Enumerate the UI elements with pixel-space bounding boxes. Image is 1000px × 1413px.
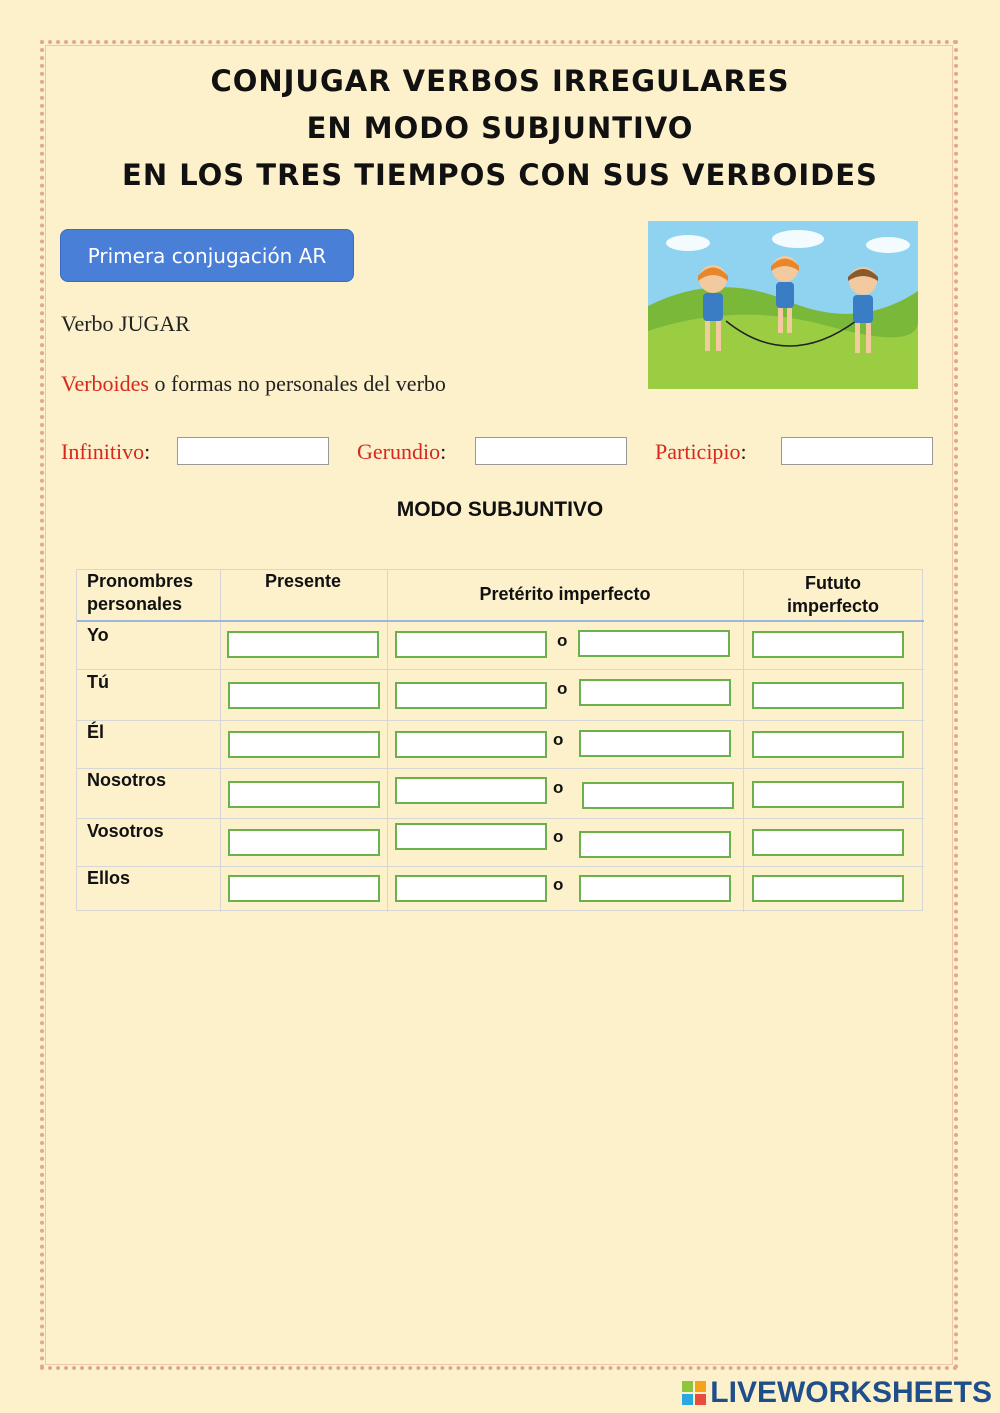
- children-jumping-rope-illustration: [648, 221, 918, 389]
- liveworksheets-logo-icon: [682, 1381, 706, 1405]
- infinitivo-colon: :: [144, 439, 151, 464]
- futuro-input-yo[interactable]: [752, 631, 904, 658]
- preterito-se-input-vosotros[interactable]: [579, 831, 731, 858]
- participio-colon: :: [740, 439, 747, 464]
- futuro-input-el[interactable]: [752, 731, 904, 758]
- gerundio-input[interactable]: [475, 437, 627, 465]
- preterito-ra-input-ellos[interactable]: [395, 875, 547, 902]
- header-preterito: Pretérito imperfecto: [479, 584, 651, 604]
- presente-input-tu[interactable]: [228, 682, 380, 709]
- preterito-ra-input-vosotros[interactable]: [395, 823, 547, 850]
- title-line-3: EN LOS TRES TIEMPOS CON SUS VERBOIDES: [122, 158, 878, 192]
- pronoun-vosotros: Vosotros: [87, 821, 164, 841]
- or-label-yo: o: [557, 631, 568, 650]
- or-label-nosotros: o: [553, 778, 564, 797]
- header-presente: Presente: [264, 571, 342, 591]
- or-label-el: o: [553, 730, 564, 749]
- gerundio-text: Gerundio: [357, 439, 441, 464]
- participio-label: [655, 439, 747, 465]
- preterito-ra-input-nosotros[interactable]: [395, 777, 547, 804]
- verboides-text: [61, 371, 446, 397]
- pronoun-ellos: Ellos: [87, 868, 131, 888]
- title-line-2: EN MODO SUBJUNTIVO: [306, 111, 694, 145]
- preterito-se-input-el[interactable]: [579, 730, 731, 757]
- pronoun-yo: Yo: [87, 625, 109, 645]
- infinitivo-label: [61, 439, 150, 465]
- futuro-input-nosotros[interactable]: [752, 781, 904, 808]
- verboides-rest: o formas no personales del verbo: [148, 371, 446, 396]
- conjugation-badge: Primera conjugación AR: [60, 229, 354, 282]
- infinitivo-text: Infinitivo: [61, 439, 145, 464]
- participio-input[interactable]: [781, 437, 933, 465]
- futuro-input-ellos[interactable]: [752, 875, 904, 902]
- header-pronombres: Pronombres personales: [87, 571, 194, 614]
- preterito-se-input-ellos[interactable]: [579, 875, 731, 902]
- verb-label: Verbo JUGAR: [61, 311, 190, 336]
- presente-input-nosotros[interactable]: [228, 781, 380, 808]
- futuro-input-vosotros[interactable]: [752, 829, 904, 856]
- or-label-vosotros: o: [553, 827, 564, 846]
- pronoun-nosotros: Nosotros: [87, 770, 167, 790]
- pronoun-el: Él: [87, 722, 105, 742]
- gerundio-colon: :: [440, 439, 447, 464]
- presente-input-yo[interactable]: [227, 631, 379, 658]
- conjugation-table: [76, 569, 923, 911]
- preterito-se-input-tu[interactable]: [579, 679, 731, 706]
- title-line-1: CONJUGAR VERBOS IRREGULARES: [210, 64, 790, 98]
- preterito-ra-input-tu[interactable]: [395, 682, 547, 709]
- presente-input-vosotros[interactable]: [228, 829, 380, 856]
- or-label-tu: o: [557, 679, 568, 698]
- preterito-se-input-yo[interactable]: [578, 630, 730, 657]
- infinitivo-input[interactable]: [177, 437, 329, 465]
- pronoun-tu: Tú: [87, 672, 109, 692]
- participio-text: Participio: [655, 439, 741, 464]
- preterito-ra-input-el[interactable]: [395, 731, 547, 758]
- presente-input-el[interactable]: [228, 731, 380, 758]
- presente-input-ellos[interactable]: [228, 875, 380, 902]
- gerundio-label: [357, 439, 446, 465]
- section-title: MODO SUBJUNTIVO: [396, 498, 604, 521]
- preterito-ra-input-yo[interactable]: [395, 631, 547, 658]
- or-label-ellos: o: [553, 875, 564, 894]
- verboides-highlight: Verboides: [61, 371, 149, 396]
- liveworksheets-brand: LIVEWORKSHEETS: [710, 1376, 992, 1409]
- preterito-se-input-nosotros[interactable]: [582, 782, 734, 809]
- header-futuro: Fututo imperfecto: [786, 573, 880, 616]
- liveworksheets-footer: [682, 1376, 992, 1410]
- futuro-input-tu[interactable]: [752, 682, 904, 709]
